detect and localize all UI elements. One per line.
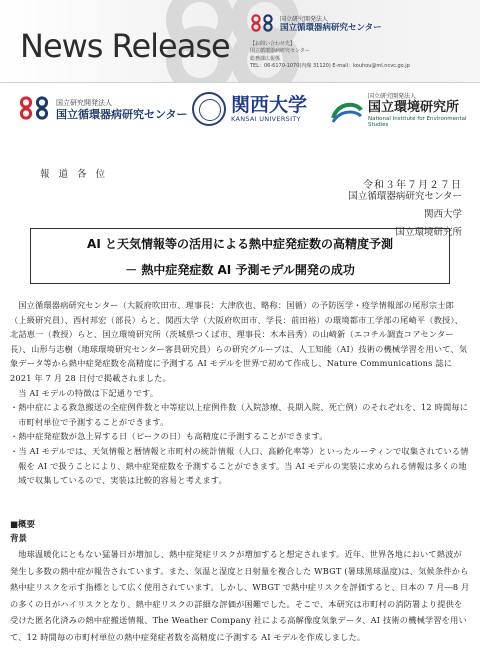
contact-heading: 【お問い合わせ先】	[250, 41, 296, 47]
news-release-title: News Release	[20, 27, 230, 65]
feature-bullet-2: ・熱中症発症数が急上昇する日（ピークの日）も高精度に予測することができます。	[10, 431, 328, 442]
ncvc-logo	[18, 96, 188, 124]
release-body	[10, 298, 470, 488]
banner-org-name: 国立循環器病研究センター	[280, 22, 382, 33]
partner-logos-row	[0, 90, 480, 138]
sender-kansai: 関西大学	[423, 209, 462, 220]
sender-nies: 国立環境研究所	[395, 227, 462, 238]
release-subtitle: － 熱中症発症数 AI 予測モデル開発の成功	[125, 263, 355, 277]
background-section	[10, 546, 470, 646]
ncvc-logo-name: 国立循環器病研究センター	[56, 107, 188, 121]
release-title: AI と天気情報等の活用による熱中症発症数の高精度予測	[87, 237, 393, 251]
sender-ncvc: 国立循環器病研究センター	[348, 191, 462, 202]
kansai-logo	[192, 92, 307, 126]
contact-dept: 総務課広報係	[250, 55, 281, 62]
feature-bullet-3: ・当 AI モデルでは、天気情報と暦情報と市町村の統計情報（人口、高齢化率等）といったルーティンで収集されている情報を AI で扱うことにより、熱中症発症数を予測することができます。当 AI モデルの実装に求められる情報は多くの地域で収集しているので、実装は比較的容易と考えます。	[10, 445, 469, 486]
nies-mark-icon	[330, 98, 364, 124]
background-subheading: 背景	[10, 534, 28, 544]
ncvc-logo-icon	[250, 14, 276, 36]
overview-heading: ■概要	[10, 520, 36, 530]
kansai-logo-english: KANSAI UNIVERSITY	[231, 114, 301, 123]
news-release-banner	[0, 0, 480, 83]
contact-tel-email: TEL：06-6170-1070(内線 31120) E-mail：kouhou@ml.ncvc.go.jp	[250, 62, 410, 69]
banner-contact-info	[250, 41, 475, 70]
contact-org: 国立循環器病研究センター	[250, 48, 310, 55]
kansai-logo-name: 関西大学	[231, 93, 308, 116]
ncvc-mark-icon	[18, 96, 52, 124]
nies-logo-type: 国立研究開発法人	[368, 93, 417, 100]
banner-org-type: 国立研究開発法人	[280, 15, 329, 23]
nies-logo-english: National Institute for Environmental Studies	[368, 115, 467, 129]
release-title-box	[30, 228, 450, 284]
lead-paragraph: 国立循環器病研究センター（大阪府吹田市、理事長：大津欣也、略称：国循）の予防医学・疫学情報部の尾形宗士郎（上級研究員）、西村邦宏（部長）らと、関西大学（大阪府吹田市、学長：前田裕）の環境都市工学部の尾崎平（教授）、北詰恵一（教授）らと、国立環境研究所（茨城県つくば市、理事長：木本昌秀）の山崎新（エコチル調査コアセンター長）、山形与志樹（地球環境研究センター客員研究員）らの研究グループは、人工知能（AI）技術の機械学習を用いて、気象データ等から熱中症発症数を高精度に予測する AI モデルを世界で初めて作成し、Nature Communications 誌に 2021 年 7 月 28 日付で掲載されました。	[10, 300, 468, 383]
nies-logo-name: 国立環境研究所	[368, 99, 460, 115]
kansai-seal-icon	[192, 92, 226, 126]
nies-logo	[330, 94, 480, 128]
features-intro: 当 AI モデルの特徴は下記通りです。	[18, 387, 159, 398]
banner-org-block	[250, 14, 475, 70]
feature-bullet-1: ・熱中症による救急搬送の全症例件数と中等症以上症例件数（入院診療、長期入院、死亡例）のそれぞれを、12 時間毎に市町村単位で予測することができます。	[10, 402, 469, 427]
background-paragraph: 地球温暖化にともない猛暑日が増加し、熱中症発症リスクが増加すると想定されます。近年、世界各地において熱波が発生し多数の熱中症が報告されています。また、気温と湿度と日射量を複合した WBGT (暑球黒球温度)は、気候条件から熱中症リスクを示す指標として広く使用されています。しかし、WBGT で熱中症リスクを評価すると、日本の 7 月―8 月の多くの日がハイリスクとなり、熱中症リスクの詳細な評価が困難でした。そこで、本研究は市町村の消防署より提供を受けた匿名化済みの熱中症搬送情報、The Weather Company 社による高解像度気象データ、AI 技術の機械学習を用いて、12 時間毎の市町村単位の熱中症発症者数を高精度に予測する AI モデルを作成しました。	[10, 549, 470, 642]
release-date: 令和３年７月２７日	[363, 180, 462, 191]
recipients: 報 道 各 位	[40, 169, 109, 180]
ncvc-logo-type: 国立研究開発法人	[56, 99, 112, 108]
